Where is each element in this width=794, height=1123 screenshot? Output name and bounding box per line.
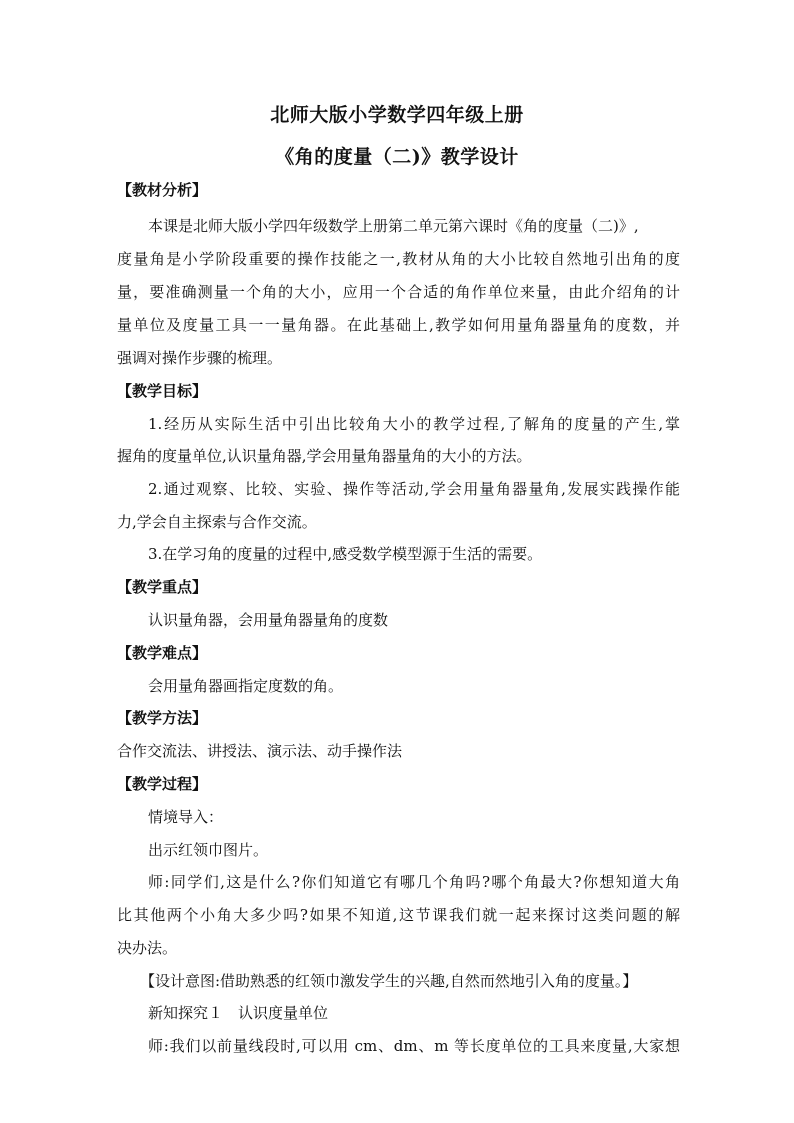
paragraph-line: 1.经历从实际生活中引出比较角大小的教学过程,了解角的度量的产生,掌 bbox=[148, 415, 680, 433]
paragraph-line: 认识量角器，会用量角器量角的度数 bbox=[148, 611, 389, 629]
design-intent-note: 【设计意图:借助熟悉的红领巾激发学生的兴趣,自然而然地引入角的度量。】 bbox=[140, 972, 638, 990]
paragraph-line: 量，要准确测量一个角的大小，应用一个合适的角作单位来量，由此介绍角的计 bbox=[117, 283, 680, 301]
section-heading-key-points: 【教学重点】 bbox=[117, 578, 208, 596]
paragraph-line: 合作交流法、讲授法、演示法、动手操作法 bbox=[117, 742, 403, 760]
section-heading-process: 【教学过程】 bbox=[117, 775, 208, 793]
paragraph-line: 2.通过观察、比较、实验、操作等活动,学会用量角器量角,发展实践操作能 bbox=[148, 480, 680, 498]
paragraph-line: 新知探究１ 认识度量单位 bbox=[148, 1004, 329, 1022]
paragraph-line: 比其他两个小角大多少吗?如果不知道,这节课我们就一起来探讨这类问题的解 bbox=[117, 906, 680, 924]
paragraph-line: 决办法。 bbox=[117, 939, 178, 957]
paragraph-line: 情境导入： bbox=[148, 808, 224, 826]
section-heading-method: 【教学方法】 bbox=[117, 709, 208, 727]
paragraph-line: 出示红领巾图片。 bbox=[148, 841, 269, 859]
paragraph-line: 会用量角器画指定度数的角。 bbox=[148, 677, 344, 695]
paragraph-line: 师:同学们,这是什么?你们知道它有哪几个角吗?哪个角最大?你想知道大角 bbox=[148, 873, 680, 891]
document-subtitle: 《角的度量（二)》教学设计 bbox=[275, 146, 519, 168]
section-heading-difficulty: 【教学难点】 bbox=[117, 644, 208, 662]
paragraph-line: 力,学会自主探索与合作交流。 bbox=[117, 513, 317, 531]
paragraph-line: 本课是北师大版小学四年级数学上册第二单元第六课时《角的度量（二)》, bbox=[148, 217, 639, 235]
section-heading-analysis: 【教材分析】 bbox=[117, 181, 208, 199]
paragraph-line: 量单位及度量工具一一量角器。在此基础上,教学如何用量角器量角的度数，并 bbox=[117, 316, 680, 334]
paragraph-line: 强调对操作步骤的梳理。 bbox=[117, 349, 283, 367]
document-title: 北师大版小学数学四年级上册 bbox=[270, 104, 524, 126]
paragraph-line: 3.在学习角的度量的过程中,感受数学模型源于生活的需要。 bbox=[148, 545, 543, 563]
paragraph-line: 师:我们以前量线段时,可以用 cm、dm、m 等长度单位的工具来度量,大家想 bbox=[148, 1037, 680, 1055]
paragraph-line: 握角的度量单位,认识量角器,学会用量角器量角的大小的方法。 bbox=[117, 447, 532, 465]
section-heading-goals: 【教学目标】 bbox=[117, 382, 208, 400]
paragraph-line: 度量角是小学阶段重要的操作技能之一,教材从角的大小比较自然地引出角的度 bbox=[117, 250, 680, 268]
